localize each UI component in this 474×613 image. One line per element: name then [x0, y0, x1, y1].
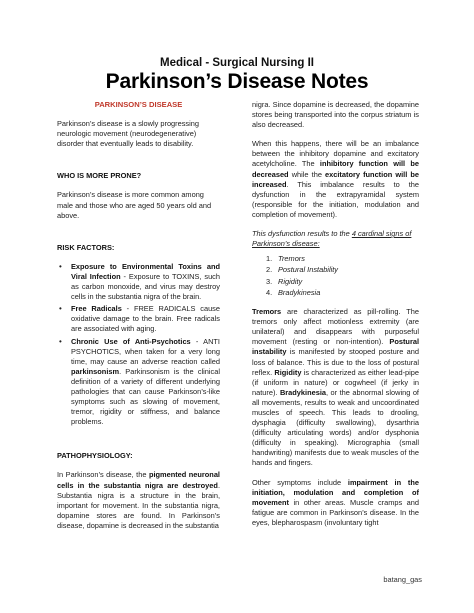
risk-term-parkinsonism: parkinsonism: [71, 366, 120, 376]
other-symptoms-paragraph: [252, 478, 419, 528]
list-item: [57, 262, 220, 302]
sign-number: 2.: [266, 265, 273, 275]
right-column: [252, 100, 419, 528]
risk-text: - ANTI PSYCHOTICS, when taken for a very long time, may cause an adverse reaction called: [71, 336, 220, 366]
risk-term: Exposure to Environmental Toxins and Viral Infection: [71, 261, 220, 281]
risk-factor-list: [57, 262, 220, 428]
author-footer: batang_gas: [383, 575, 422, 584]
imbalance-text: while the: [288, 169, 326, 179]
imbalance-emphasis: excitatory function will be increased: [252, 169, 419, 189]
risk-term: Chronic Use of Anti-Psychotics: [71, 336, 191, 346]
continuation-paragraph: nigra. Since dopamine is decreased, the dopamine stores being transported into the corpus striatum is also decreased.: [252, 100, 419, 130]
list-item: [266, 287, 419, 298]
term-bradykinesia: Bradykinesia: [279, 387, 326, 397]
term-tremors: Tremors: [252, 307, 282, 317]
list-item: [57, 304, 220, 334]
desc-text: is characterized as either lead-pipe (if uniform in nature) or cogwheel (if jerky in nature).: [252, 367, 419, 397]
sign-label: Tremors: [278, 254, 305, 264]
sign-label: Bradykinesia: [278, 287, 321, 297]
signs-intro-underlined: 4 cardinal signs of Parkinson’s disease:: [252, 229, 412, 249]
sign-number: 4.: [266, 287, 273, 297]
desc-text: , or the abnormal slowing of all movements, results to weak and uncoordinated muscles of speech. This leads to drooling, dysphagia (difficulty swallowing), dysarthria (difficulty articulating words) and/or dysphonia (difficulty in speaking). Micrographia (small handwriting) manifests due to weak muscles of the hands and fingers.: [252, 387, 419, 468]
list-item: [266, 264, 419, 275]
sign-number: 1.: [266, 254, 273, 264]
sign-number: 3.: [266, 276, 273, 286]
cardinal-signs-intro: [252, 229, 419, 249]
patho-paragraph: [57, 470, 220, 531]
risk-text: - Exposure to TOXINS, such as carbon monoxide, and virus may destroy cells in the substantia nigra of the brain.: [71, 271, 220, 302]
intro-paragraph: Parkinson’s disease is a slowly progressing neurologic movement (neurodegenerative) disorder that eventually leads to disability.: [57, 119, 199, 149]
sign-label: Rigidity: [278, 276, 303, 286]
term-postural-instability: Postural instability: [252, 337, 419, 357]
section-title-parkinsons: PARKINSON’S DISEASE: [94, 100, 183, 109]
desc-text: are characterized as pill-rolling. The tremors only affect motionless extremity (are unilateral) and disappears with purposeful movement (resting or non-intention).: [252, 307, 419, 347]
patho-text: . Substantia nigra is a structure in the brain, important for movement. In the substantia nigra, dopamine stores are found. In Parkinson’s disease, dopamine is decreased in the substantia: [57, 480, 220, 530]
imbalance-text: . This imbalance results to the dysfunction in the extrapyramidal system (responsible for the initiation, modulation and completion of movement).: [252, 179, 419, 219]
prone-paragraph: Parkinson’s disease is more common among male and those who are aged 50 years old and above.: [57, 190, 212, 220]
signs-description-paragraph: [252, 307, 419, 469]
term-rigidity: Rigidity: [274, 367, 302, 377]
patho-text: In Parkinson’s disease, the: [57, 470, 149, 480]
risk-term: Free Radicals: [71, 304, 122, 314]
heading-risk-factors: RISK FACTORS:: [57, 242, 115, 252]
desc-text: is manifested by stooped posture and loss of balance. This is due to the loss of postural reflex.: [252, 347, 419, 377]
list-item: [57, 337, 220, 428]
list-item: [266, 253, 419, 264]
left-column: [57, 100, 220, 531]
other-text: in other areas. Muscle cramps and fatigue are common in Parkinson’s disease. In the eyes, blepharospasm (involuntary tight: [252, 497, 419, 527]
course-subtitle: Medical - Surgical Nursing II: [159, 57, 314, 69]
risk-text: . Parkinsonism is the clinical definition of a variety of different underlying pathologies that can cause Parkinson’s-like symptoms such as slowing of movement, tremor, rigidity or stiffness, and balance problems.: [71, 366, 220, 427]
other-emphasis: impairment in the initiation, modulation and completion of movement: [252, 477, 419, 507]
sign-label: Postural Instability: [278, 265, 338, 275]
imbalance-text: When this happens, there will be an imbalance between the inhibitory dopamine and excitatory acetylcholine. The: [252, 139, 419, 169]
risk-text: - FREE RADICALS cause oxidative damage to the brain. Free radicals are associated with aging.: [71, 304, 220, 334]
other-text: Other symptoms include: [252, 477, 348, 487]
list-item: [266, 276, 419, 287]
cardinal-signs-list: [252, 253, 419, 298]
imbalance-emphasis: inhibitory function will be decreased: [252, 159, 419, 179]
heading-who-prone: WHO IS MORE PRONE?: [57, 171, 142, 181]
signs-intro-text: This dysfunction results to the: [252, 229, 352, 239]
heading-pathophysiology: PATHOPHYSIOLOGY:: [57, 451, 133, 461]
page-title: Parkinson’s Disease Notes: [105, 70, 369, 93]
patho-emphasis: pigmented neuronal cells in the substantia nigra are destroyed: [57, 470, 220, 490]
imbalance-paragraph: [252, 139, 419, 220]
